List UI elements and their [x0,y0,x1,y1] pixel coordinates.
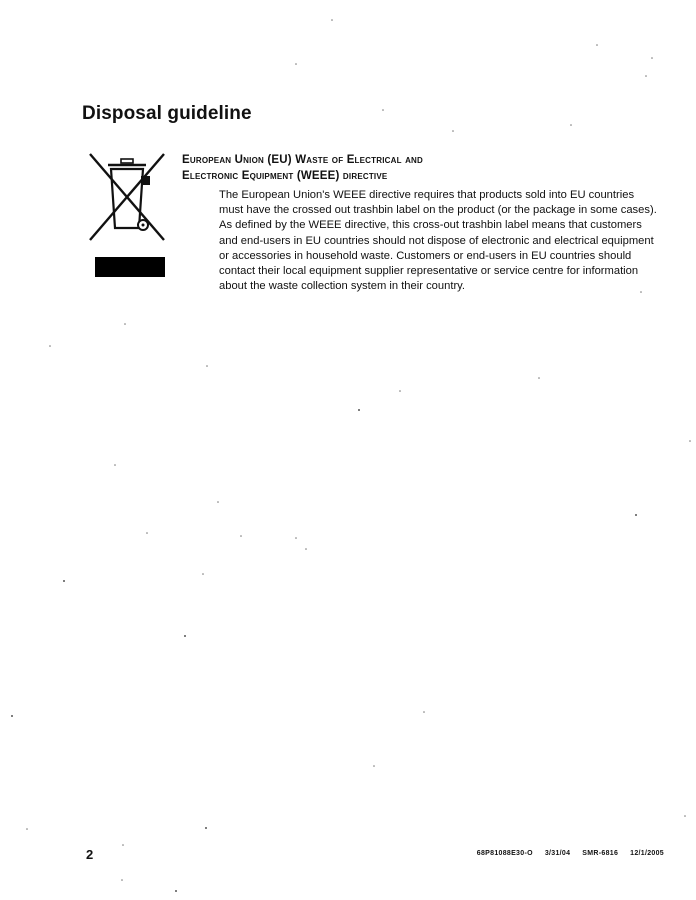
black-bar [95,257,165,277]
section-heading [182,152,423,184]
footer-doc-code: 68P81088E30-O [476,850,533,857]
section-heading-line-2: Electronic Equipment (WEEE) directive [182,170,388,182]
footer-code [465,850,664,857]
section-body-text: The European Union's WEEE directive requires that products sold into EU countries must have the crossed out trashbin label on the product (or the package in some cases). As defined by the WEEE directive, this cross-out trashbin label means that customers and end-users in EU countries should not dispose of electronic and electrical equipment or accessories in household waste. Customers or end-users in EU countries should contact their local equipment supplier representative or service centre for information about the waste collection system in their country. [219,189,657,293]
page-number: 2 [86,847,94,862]
page-title: Disposal guideline [82,103,252,124]
section-heading-line-1: European Union (EU) Waste of Electrical and [182,154,424,166]
footer-smr: SMR-6816 [582,850,619,857]
crossed-out-trashbin-icon [88,152,166,244]
footer-date-2: 12/1/2005 [630,850,664,857]
footer-date-1: 3/31/04 [544,850,571,857]
